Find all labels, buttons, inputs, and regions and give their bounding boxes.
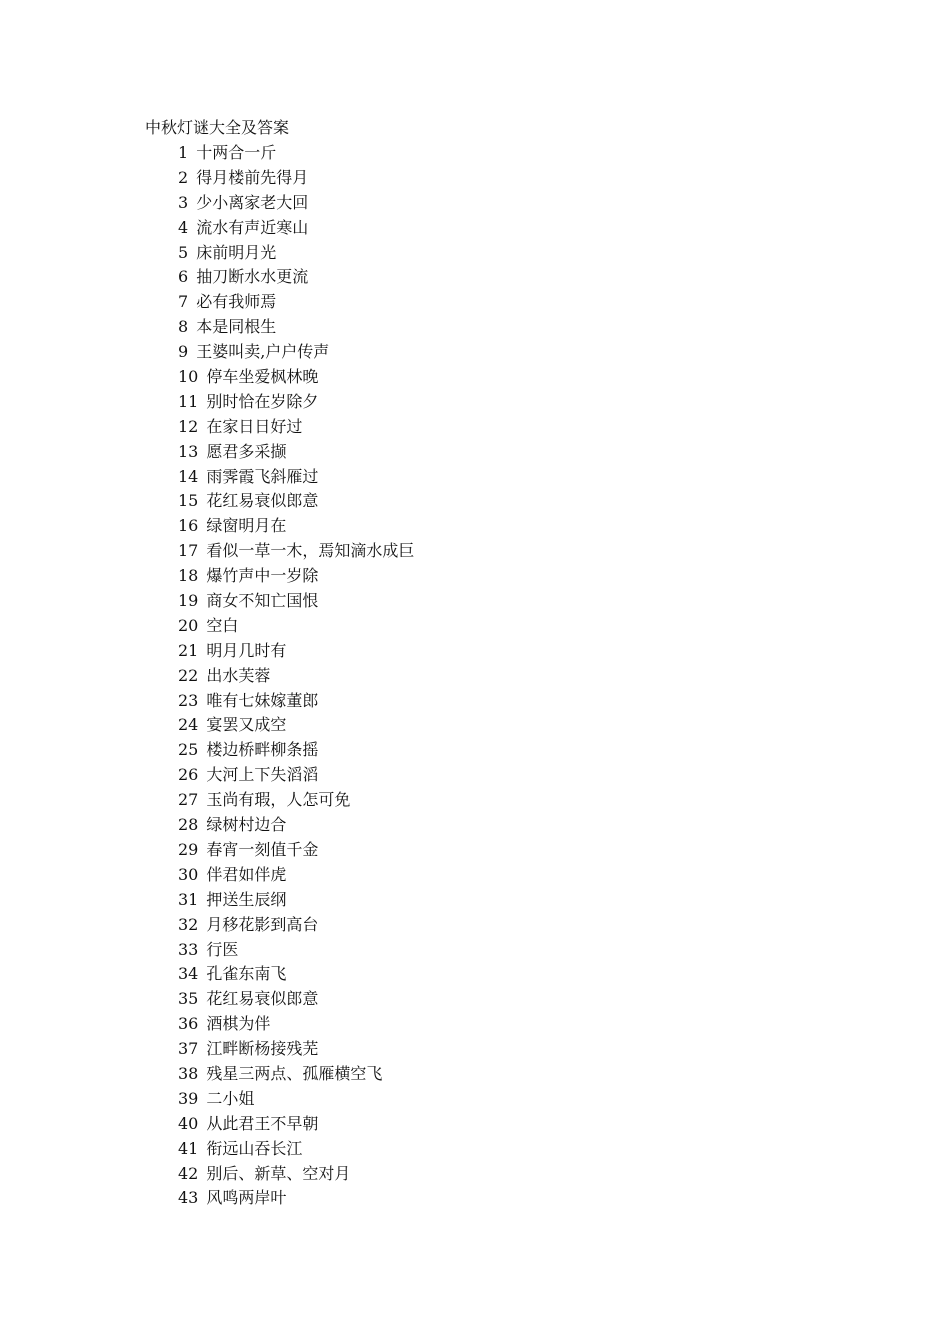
riddle-item xyxy=(178,141,414,166)
riddle-number: 27 xyxy=(178,790,199,810)
riddle-number: 30 xyxy=(178,864,199,884)
riddle-item xyxy=(178,813,414,838)
riddle-item xyxy=(178,1186,414,1211)
riddle-number: 8 xyxy=(178,317,189,337)
riddle-text: 王婆叫卖,户户传声 xyxy=(196,342,330,362)
riddle-number: 18 xyxy=(178,566,199,586)
riddle-text: 押送生辰纲 xyxy=(206,889,287,909)
riddle-number: 11 xyxy=(178,391,199,411)
riddle-number: 43 xyxy=(178,1188,199,1208)
riddle-text: 十两合一斤 xyxy=(196,143,277,162)
riddle-item xyxy=(178,838,414,863)
riddle-text: 楼边桥畔柳条摇 xyxy=(206,740,319,760)
riddle-number: 20 xyxy=(178,615,199,635)
riddle-text: 愿君多采撷 xyxy=(206,441,287,461)
riddle-text: 衔远山吞长江 xyxy=(206,1138,303,1158)
riddle-item xyxy=(178,863,414,888)
riddle-text: 明月几时有 xyxy=(206,640,287,660)
riddle-text: 伴君如伴虎 xyxy=(206,864,287,884)
riddle-text: 别后、新草、空对月 xyxy=(206,1163,351,1183)
riddle-text: 少小离家老大回 xyxy=(196,192,309,212)
riddle-number: 37 xyxy=(178,1039,199,1059)
riddle-number: 13 xyxy=(178,441,199,461)
riddle-text: 必有我师焉 xyxy=(196,292,277,312)
riddle-text: 别时恰在岁除夕 xyxy=(206,391,319,411)
riddle-number: 33 xyxy=(178,939,199,959)
riddle-number: 34 xyxy=(178,964,199,984)
riddle-text: 宴罢又成空 xyxy=(206,715,287,735)
riddle-number: 22 xyxy=(178,665,199,685)
riddle-item xyxy=(178,1112,414,1137)
riddle-number: 28 xyxy=(178,815,199,835)
riddle-number: 1 xyxy=(178,143,189,162)
riddle-item xyxy=(178,1087,414,1112)
riddle-item xyxy=(178,788,414,813)
riddle-number: 6 xyxy=(178,267,189,287)
riddle-item xyxy=(178,216,414,241)
riddle-text: 玉尚有瑕，人怎可免 xyxy=(206,790,351,810)
riddle-item xyxy=(178,962,414,987)
riddle-list xyxy=(178,141,414,1211)
riddle-item xyxy=(178,763,414,788)
riddle-item xyxy=(178,340,414,365)
riddle-number: 4 xyxy=(178,217,189,237)
riddle-number: 10 xyxy=(178,367,199,387)
riddle-item xyxy=(178,713,414,738)
riddle-number: 41 xyxy=(178,1138,199,1158)
document-title: 中秋灯谜大全及答案 xyxy=(145,118,290,137)
riddle-text: 流水有声近寒山 xyxy=(196,217,309,237)
riddle-text: 花红易衰似郎意 xyxy=(206,989,319,1009)
riddle-item xyxy=(178,689,414,714)
riddle-item xyxy=(178,938,414,963)
riddle-number: 38 xyxy=(178,1063,199,1083)
riddle-item xyxy=(178,639,414,664)
riddle-item xyxy=(178,191,414,216)
riddle-number: 16 xyxy=(178,516,199,536)
riddle-number: 35 xyxy=(178,989,199,1009)
riddle-number: 7 xyxy=(178,292,189,312)
riddle-item xyxy=(178,614,414,639)
riddle-text: 行医 xyxy=(206,939,239,959)
riddle-text: 从此君王不早朝 xyxy=(206,1113,319,1133)
riddle-item xyxy=(178,1012,414,1037)
riddle-text: 江畔断杨接残芜 xyxy=(206,1039,319,1059)
riddle-number: 2 xyxy=(178,167,189,187)
riddle-text: 月移花影到高台 xyxy=(206,914,319,934)
riddle-text: 风鸣两岸叶 xyxy=(206,1188,287,1208)
riddle-text: 绿窗明月在 xyxy=(206,516,287,536)
riddle-text: 爆竹声中一岁除 xyxy=(206,566,319,586)
riddle-number: 3 xyxy=(178,192,189,212)
riddle-item xyxy=(178,290,414,315)
riddle-item xyxy=(178,589,414,614)
riddle-text: 停车坐爱枫林晚 xyxy=(206,367,319,387)
riddle-item xyxy=(178,1162,414,1187)
riddle-item xyxy=(178,390,414,415)
riddle-text: 看似一草一木，焉知滴水成巨 xyxy=(206,541,415,561)
riddle-number: 24 xyxy=(178,715,199,735)
riddle-text: 本是同根生 xyxy=(196,317,277,337)
riddle-item xyxy=(178,265,414,290)
riddle-item xyxy=(178,166,414,191)
riddle-text: 酒棋为伴 xyxy=(206,1014,271,1034)
riddle-text: 大河上下失滔滔 xyxy=(206,765,319,785)
riddle-item xyxy=(178,738,414,763)
riddle-text: 残星三两点、孤雁横空飞 xyxy=(206,1063,383,1083)
riddle-text: 二小姐 xyxy=(206,1088,255,1108)
riddle-text: 唯有七妹嫁董郎 xyxy=(206,690,319,710)
riddle-item xyxy=(178,1137,414,1162)
riddle-item xyxy=(178,489,414,514)
riddle-number: 15 xyxy=(178,491,199,511)
riddle-number: 29 xyxy=(178,839,199,859)
riddle-item xyxy=(178,315,414,340)
riddle-text: 商女不知亡国恨 xyxy=(206,591,319,611)
riddle-text: 绿树村边合 xyxy=(206,815,287,835)
riddle-text: 空白 xyxy=(206,615,239,635)
riddle-item xyxy=(178,1037,414,1062)
riddle-text: 花红易衰似郎意 xyxy=(206,491,319,511)
riddle-number: 25 xyxy=(178,740,199,760)
riddle-number: 36 xyxy=(178,1014,199,1034)
riddle-number: 5 xyxy=(178,242,189,262)
riddle-item xyxy=(178,664,414,689)
riddle-text: 在家日日好过 xyxy=(206,416,303,436)
riddle-item xyxy=(178,913,414,938)
riddle-number: 23 xyxy=(178,690,199,710)
riddle-item xyxy=(178,440,414,465)
riddle-item xyxy=(178,564,414,589)
riddle-text: 雨霁霞飞斜雁过 xyxy=(206,466,319,486)
riddle-text: 床前明月光 xyxy=(196,242,277,262)
riddle-item xyxy=(178,365,414,390)
riddle-item xyxy=(178,1062,414,1087)
riddle-number: 14 xyxy=(178,466,199,486)
riddle-text: 孔雀东南飞 xyxy=(206,964,287,984)
riddle-number: 21 xyxy=(178,640,199,660)
riddle-number: 19 xyxy=(178,591,199,611)
riddle-text: 得月楼前先得月 xyxy=(196,167,309,187)
riddle-number: 26 xyxy=(178,765,199,785)
riddle-number: 12 xyxy=(178,416,199,436)
riddle-item xyxy=(178,514,414,539)
riddle-text: 出水芙蓉 xyxy=(206,665,271,685)
riddle-number: 32 xyxy=(178,914,199,934)
riddle-text: 春宵一刻值千金 xyxy=(206,839,319,859)
riddle-number: 40 xyxy=(178,1113,199,1133)
riddle-item xyxy=(178,987,414,1012)
riddle-item xyxy=(178,539,414,564)
riddle-item xyxy=(178,415,414,440)
riddle-text: 抽刀断水水更流 xyxy=(196,267,309,287)
riddle-number: 39 xyxy=(178,1088,199,1108)
riddle-number: 42 xyxy=(178,1163,199,1183)
riddle-number: 31 xyxy=(178,889,199,909)
riddle-number: 17 xyxy=(178,541,199,561)
riddle-item xyxy=(178,888,414,913)
riddle-number: 9 xyxy=(178,342,189,362)
riddle-item xyxy=(178,241,414,266)
riddle-item xyxy=(178,465,414,490)
